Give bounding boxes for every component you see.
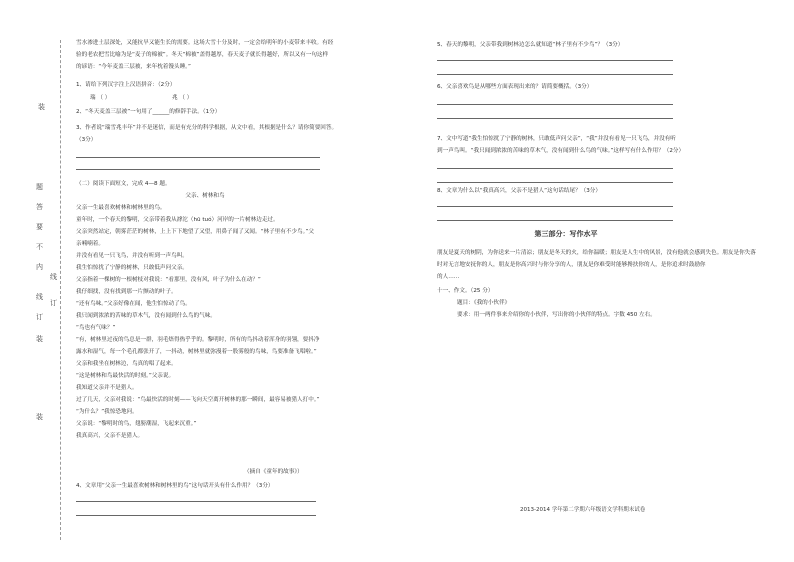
answer-line[interactable] (76, 157, 320, 158)
q1-char-a-label: 瑞 (90, 95, 96, 101)
margin-char: 订 (36, 313, 43, 321)
question-7: 7、文中写道“我生怕惊扰了宁静的树林，只敢低声问父亲”，“我”并没有看见一只飞鸟，并没有听 (437, 136, 676, 142)
passage-line: 露水和湿气，每一个毛孔都张开了，一抖动，树林里就弥漫着一股雾般的鸟味，鸟要准备飞唱啦。” (76, 349, 317, 355)
margin-char: 内 (36, 263, 43, 271)
margin-char: 题 (36, 183, 43, 191)
question-7-cont: 到一声鸟叫。“我只闻到浓浓的苦味的草木气，没有闻到什么鸟的气味。”这样写有什么作用？（2分） (437, 148, 685, 154)
answer-line[interactable] (437, 168, 673, 169)
passage-line: 雪水渗进土层深处，又能抗旱又能生长的需要。这场大雪十分及时，一定会给明年的小麦带来丰收。有经 (76, 40, 334, 46)
passage-line: 亲喃喃着。 (76, 241, 104, 247)
answer-line[interactable] (437, 118, 673, 119)
question-4: 4、文章用“父亲一生最喜欢树林和树林里的鸟”这句话开头有什么作用？（3分） (76, 483, 274, 489)
essay-intro-line: 时对无言地安抚你的人，朋友是你高兴时与你分享的人，朋友是你难受时能够搀扶你的人，是你追求时鼓励你 (437, 262, 706, 268)
answer-line[interactable] (437, 182, 673, 183)
q1-char-b (172, 95, 192, 102)
question-1: 1、请给下列汉字注上汉语拼音：（2分） (76, 82, 176, 88)
exam-footer: 2013-2014 学年第二学期六年级语文学科期末试卷 (520, 507, 646, 513)
question-6: 6、父亲喜欢鸟是从哪些方面表现出来的？请简要概括。（3分） (437, 84, 593, 90)
margin-char: 线 (36, 293, 43, 301)
answer-line[interactable] (76, 169, 320, 170)
passage-title: 父亲、树林和鸟 (185, 193, 225, 199)
margin-char: 线 (50, 273, 57, 281)
section-2-heading: （二）阅读下面短文，完成 4—8 题。 (76, 181, 171, 187)
passage-line: 父亲一生最喜欢树林和树林里的鸟。 (76, 205, 166, 211)
essay-topic: 题目：《我的小伙伴》 (457, 300, 511, 306)
passage-line: “这是树林和鸟最快活的时刻。”父亲说。 (76, 373, 175, 379)
passage-line: 我知道父亲并不是猎人。 (76, 385, 138, 391)
margin-char: 要 (36, 223, 43, 231)
answer-line[interactable] (437, 60, 673, 61)
binding-margin (22, 40, 60, 540)
answer-line[interactable] (437, 206, 673, 207)
answer-line[interactable] (437, 104, 673, 105)
margin-char: 装 (36, 413, 43, 421)
margin-char: 不 (36, 243, 43, 251)
q1-char-a (90, 95, 110, 102)
passage-line: 我仔细找，没有找到那一片颤动的叶子。 (76, 289, 177, 295)
passage-line: 我生怕惊扰了宁静的树林，只敢低声问父亲。 (76, 265, 188, 271)
answer-line[interactable] (437, 74, 673, 75)
passage-line: 童年时，一个春天的黎明，父亲带着我从滹沱（hū tuó）河岸的一片树林边走过。 (76, 217, 279, 223)
margin-char: 答 (36, 203, 43, 211)
essay-intro-line: 的人…… (437, 274, 460, 280)
answer-line[interactable] (437, 220, 673, 221)
passage-line: 父亲指着一棵树的一根树枝对我说：“看那里，没有风，叶子为什么在动？” (76, 277, 261, 283)
question-3-score: （3分） (76, 137, 97, 143)
passage-line: “有，树林里过夜的鸟总是一群，羽毛焐得热乎乎的。黎明时，所有的鸟抖动着浑身的羽翎，要抖净 (76, 337, 320, 343)
q1-char-b-label: 兆 (172, 95, 178, 101)
question-5: 5、春天的黎明，父亲带我到树林边怎么就知道“林子里有不少鸟”？（3分） (437, 42, 624, 48)
essay-intro-line: 朋友是夏天的树阴，为你送来一片清凉；朋友是冬天的火，给你温暖；朋友是人生中的风景，没有他就会感到失色。朋友是你失落 (437, 250, 756, 256)
passage-line: 父亲说：“黎明时的鸟，翅膀潮湿，飞起来沉重。” (76, 421, 197, 427)
passage-line: 过了几天，父亲对我说：“鸟最快活的时刻——飞向天空离开树林的那一瞬间，最容易被猎人打中。” (76, 397, 320, 403)
q1-answer-box[interactable]: （ ） (97, 95, 111, 101)
question-2: 2、“冬天麦盖三层被”一句用了______的修辞手法。（1分） (76, 109, 221, 115)
passage-source: （摘自《童年的故事》） (244, 469, 303, 475)
question-8: 8、文章为什么以“我真高兴，父亲不是猎人”这句话结尾？（3分） (437, 188, 601, 194)
question-3: 3、作者说“瑞雪兆丰年”并不是迷信，而是有充分的科学根据，从文中看，其根据是什么？请你简要回答。 (76, 125, 338, 131)
passage-line: 父亲和我坐在树林边，鸟真的唱了起来。 (76, 361, 177, 367)
passage-line: “鸟也有气味？” (76, 325, 116, 331)
binding-line (60, 40, 61, 540)
passage-line: 父亲突然站定，朝雾茫茫的树林，上上下下地望了又望，用鼻子闻了又闻。“林子里有不少鸟。”父 (76, 229, 314, 235)
essay-requirements: 要求：用一两件事来介绍你的小伙伴，写出你的小伙伴的特点。字数 450 左右。 (457, 312, 656, 318)
passage-line: 并没有看见一只飞鸟，并没有听到一声鸟叫。 (76, 253, 188, 259)
passage-line: “为什么？”我惊恐地问。 (76, 409, 138, 415)
answer-line[interactable] (76, 515, 316, 516)
margin-char: 装 (38, 103, 45, 111)
part-3-heading: 第三部分：写作水平 (534, 230, 598, 238)
passage-line: “还有鸟味。”父亲好像在闻，他生怕惊动了鸟。 (76, 301, 191, 307)
margin-char: 订 (50, 299, 57, 307)
q1-answer-box[interactable]: （ ） (179, 95, 193, 101)
margin-char: 装 (36, 335, 43, 343)
answer-line[interactable] (76, 501, 316, 502)
question-11: 十一、作文。（25 分） (437, 288, 494, 294)
passage-line: 我只闻到浓浓的苦味的草木气，没有闻到什么鸟的气味。 (76, 313, 216, 319)
passage-line: 我真高兴，父亲不是猎人。 (76, 433, 144, 439)
passage-line: 的谚语：“今年麦盖三层被，来年枕着馒头睡。” (76, 64, 191, 70)
passage-line: 验的老农把雪比喻为是“麦子的棉被”。冬天“棉被”盖得越厚，春天麦子就长得越好，所以又有一句这样 (76, 52, 329, 58)
